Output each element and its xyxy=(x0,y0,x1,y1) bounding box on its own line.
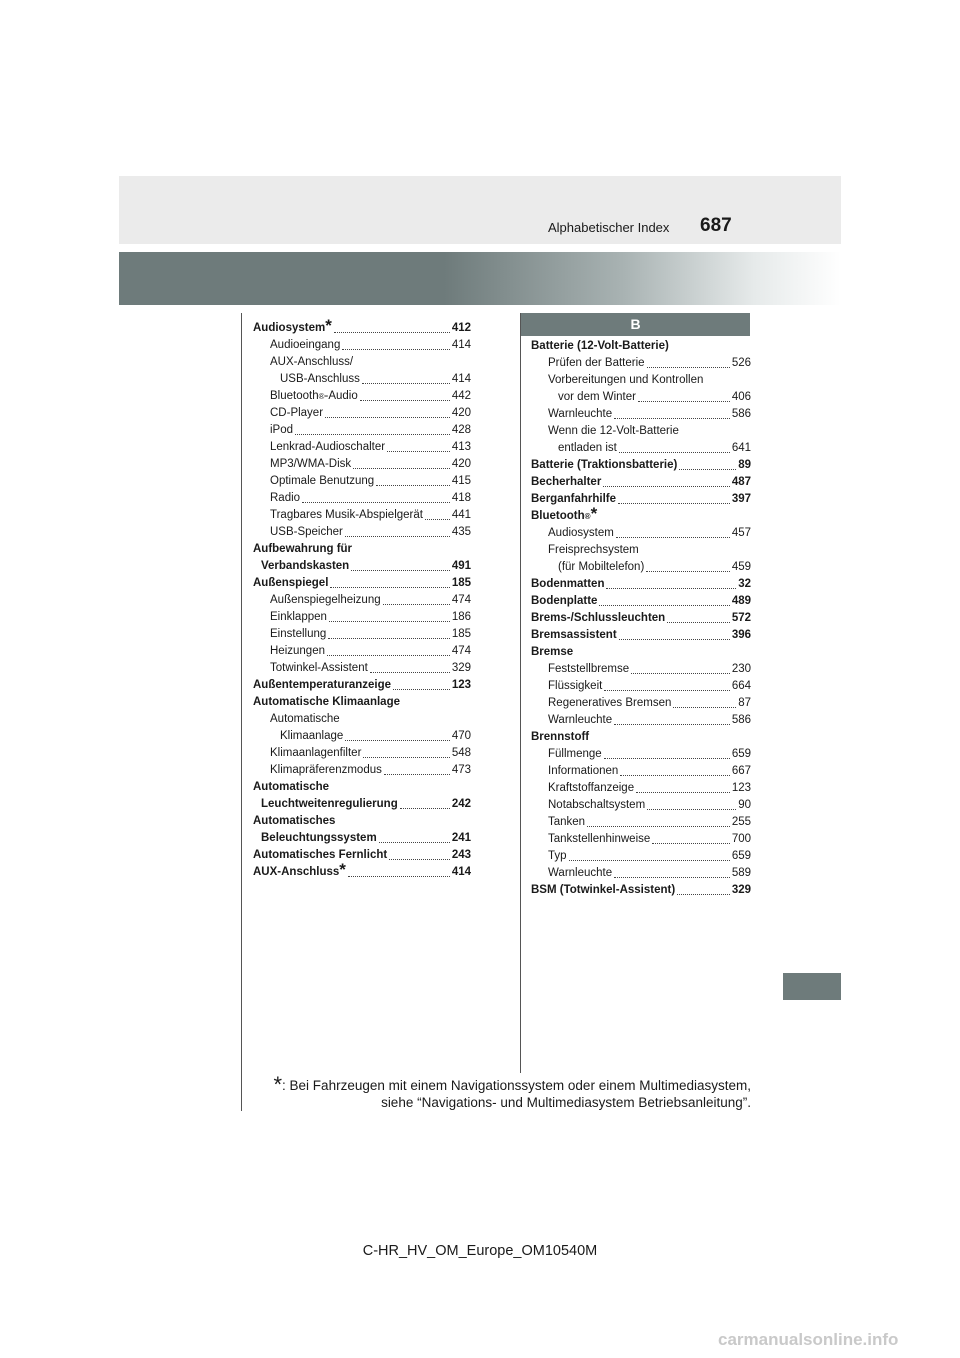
index-term: Bodenplatte xyxy=(531,595,598,607)
index-entry xyxy=(531,780,751,797)
index-term: Außentemperaturanzeige xyxy=(253,679,392,691)
page-ref: 90 xyxy=(738,799,751,811)
page-ref: 185 xyxy=(451,577,471,589)
page-ref: 415 xyxy=(451,475,471,487)
page-ref: 397 xyxy=(731,493,751,505)
index-term: Automatisches Fernlicht xyxy=(253,849,388,861)
page-ref: 123 xyxy=(451,679,471,691)
index-term: Aufbewahrung für xyxy=(253,543,353,555)
leader-dots xyxy=(302,502,450,503)
index-entry xyxy=(253,694,471,711)
leader-dots xyxy=(345,740,450,741)
page-ref: 230 xyxy=(731,663,751,675)
index-entry xyxy=(531,644,751,661)
page-ref: 473 xyxy=(451,764,471,776)
index-term: Audioeingang xyxy=(270,339,341,351)
page-ref: 89 xyxy=(738,459,751,471)
watermark: carmanualsonline.info xyxy=(718,1330,899,1349)
index-entry xyxy=(531,831,751,848)
index-entry xyxy=(253,405,471,422)
index-term: Becherhalter xyxy=(531,476,602,488)
page-ref: 420 xyxy=(451,458,471,470)
index-entry xyxy=(253,745,471,762)
index-term: Brennstoff xyxy=(531,731,590,743)
leader-dots xyxy=(363,757,449,758)
leader-dots xyxy=(400,808,450,809)
leader-dots xyxy=(569,860,730,861)
index-entry xyxy=(253,575,471,592)
page-ref: 667 xyxy=(731,765,751,777)
index-term: Brems-/Schlussleuchten xyxy=(531,612,666,624)
index-term: Tanken xyxy=(548,816,586,828)
leader-dots xyxy=(636,792,730,793)
page-ref: 526 xyxy=(731,357,751,369)
index-term: Warnleuchte xyxy=(548,867,613,879)
index-entry xyxy=(253,490,471,507)
page-ref: 185 xyxy=(451,628,471,640)
index-term: Regeneratives Bremsen xyxy=(548,697,672,709)
leader-dots xyxy=(604,758,730,759)
leader-dots xyxy=(616,537,730,538)
page-ref: 470 xyxy=(451,730,471,742)
page-ref: 186 xyxy=(451,611,471,623)
index-entry xyxy=(253,371,471,388)
page-ref: 474 xyxy=(451,645,471,657)
index-term: (für Mobiltelefon) xyxy=(558,561,645,573)
page-ref: 442 xyxy=(451,390,471,402)
index-entry xyxy=(531,491,751,508)
index-entry xyxy=(531,627,751,644)
page-ref: 414 xyxy=(451,339,471,351)
leader-dots xyxy=(646,571,730,572)
leader-dots xyxy=(679,469,736,470)
leader-dots xyxy=(376,485,450,486)
index-term: Beleuchtungssystem xyxy=(261,832,377,844)
footnote-line-1: *: Bei Fahrzeugen mit einem Navigationssystem oder einem Multimediasystem, xyxy=(273,1072,751,1097)
leader-dots xyxy=(345,536,450,537)
index-term: Batterie (Traktionsbatterie) xyxy=(531,459,678,471)
index-term: Flüssigkeit xyxy=(548,680,603,692)
index-entry xyxy=(253,796,471,813)
index-entry xyxy=(253,677,471,694)
index-entry xyxy=(531,338,751,355)
index-term: Bluetooth xyxy=(270,390,319,402)
page-ref: 406 xyxy=(731,391,751,403)
page-ref: 418 xyxy=(451,492,471,504)
index-term: Kraftstoffanzeige xyxy=(548,782,635,794)
index-entry xyxy=(531,406,751,423)
leader-dots xyxy=(620,775,729,776)
page-ref: 572 xyxy=(731,612,751,624)
index-column-right xyxy=(531,338,751,899)
index-term: Heizungen xyxy=(270,645,325,657)
leader-dots xyxy=(652,843,730,844)
document-id: C-HR_HV_OM_Europe_OM10540M xyxy=(362,1243,598,1259)
index-entry xyxy=(531,661,751,678)
leader-dots xyxy=(647,367,730,368)
page-ref: 586 xyxy=(731,714,751,726)
page-ref: 414 xyxy=(451,866,471,878)
header-banner xyxy=(119,252,841,305)
page-ref: 428 xyxy=(451,424,471,436)
thumb-index-tab xyxy=(783,973,841,1000)
page-ref: 435 xyxy=(451,526,471,538)
leader-dots xyxy=(631,673,730,674)
index-term: Automatische xyxy=(253,781,330,793)
footnote xyxy=(265,1072,751,1111)
index-term: MP3/WMA-Disk xyxy=(270,458,352,470)
leader-dots xyxy=(351,570,450,571)
index-entry xyxy=(253,524,471,541)
index-term: Außenspiegel xyxy=(253,577,329,589)
index-term: Warnleuchte xyxy=(548,408,613,420)
index-term: Informationen xyxy=(548,765,619,777)
index-term: USB-Anschluss xyxy=(280,373,360,385)
page-ref: 700 xyxy=(731,833,751,845)
leader-dots xyxy=(389,859,450,860)
index-entry xyxy=(531,389,751,406)
leader-dots xyxy=(606,588,736,589)
page-ref: 491 xyxy=(451,560,471,572)
leader-dots xyxy=(330,587,449,588)
index-term: Batterie (12-Volt-Batterie) xyxy=(531,340,669,352)
leader-dots xyxy=(384,774,450,775)
page-ref: 586 xyxy=(731,408,751,420)
leader-dots xyxy=(325,417,450,418)
page-ref: 420 xyxy=(451,407,471,419)
index-term: Füllmenge xyxy=(548,748,602,760)
index-term: Lenkrad-Audioschalter xyxy=(270,441,386,453)
page-ref: 489 xyxy=(731,595,751,607)
page-ref: 242 xyxy=(451,798,471,810)
index-entry xyxy=(253,847,471,864)
index-entry xyxy=(531,440,751,457)
index-term: Tankstellenhinweise xyxy=(548,833,651,845)
leader-dots xyxy=(619,452,730,453)
index-term: Wenn die 12-Volt-Batterie xyxy=(548,425,679,437)
index-entry: Bluetooth ® * xyxy=(531,504,598,523)
index-entry xyxy=(253,762,471,779)
page-ref: 487 xyxy=(731,476,751,488)
page-ref: 123 xyxy=(731,782,751,794)
page-ref: 413 xyxy=(451,441,471,453)
index-term: Automatisches xyxy=(253,815,336,827)
index-entry xyxy=(253,456,471,473)
letter-heading-b: B xyxy=(521,313,750,336)
index-entry xyxy=(531,610,751,627)
index-entry xyxy=(253,473,471,490)
index-entry xyxy=(253,592,471,609)
index-term: Leuchtweitenregulierung xyxy=(261,798,398,810)
index-term: Bluetooth xyxy=(531,510,585,522)
index-entry xyxy=(531,576,751,593)
index-entry xyxy=(531,372,751,389)
index-entry xyxy=(531,814,751,831)
index-column-left xyxy=(253,316,471,881)
footnote-line-2: siehe “Navigations- und Multimediasystem Betriebsanleitung”. xyxy=(381,1095,751,1110)
page-ref: 414 xyxy=(451,373,471,385)
leader-dots xyxy=(393,689,450,690)
index-term: Audiosystem xyxy=(253,322,326,334)
page-ref: 659 xyxy=(731,748,751,760)
index-term: vor dem Winter xyxy=(558,391,636,403)
index-entry xyxy=(531,746,751,763)
index-term: Automatische Klimaanlage xyxy=(253,696,400,708)
leader-dots xyxy=(603,486,730,487)
leader-dots xyxy=(348,876,450,877)
index-entry xyxy=(531,593,751,610)
index-term: Prüfen der Batterie xyxy=(548,357,645,369)
page-ref: 241 xyxy=(451,832,471,844)
index-term: Tragbares Musik-Abspielgerät xyxy=(270,509,423,521)
index-entry xyxy=(253,830,471,847)
index-entry xyxy=(531,763,751,780)
leader-dots xyxy=(329,621,450,622)
index-term: Notabschaltsystem xyxy=(548,799,646,811)
index-term: Bremse xyxy=(531,646,574,658)
index-entry xyxy=(253,660,471,677)
leader-dots xyxy=(677,894,730,895)
index-entry xyxy=(253,507,471,524)
leader-dots xyxy=(614,877,730,878)
index-term: Audiosystem xyxy=(548,527,614,539)
leader-dots xyxy=(673,707,736,708)
left-column-rule xyxy=(241,313,242,1111)
index-entry xyxy=(253,337,471,354)
index-term: Radio xyxy=(270,492,301,504)
index-term: AUX-Anschluss/ xyxy=(270,356,354,368)
index-term: BSM (Totwinkel-Assistent) xyxy=(531,884,676,896)
page-ref: 664 xyxy=(731,680,751,692)
index-entry xyxy=(531,457,751,474)
index-term: Feststellbremse xyxy=(548,663,630,675)
index-entry xyxy=(531,355,751,372)
leader-dots xyxy=(604,690,729,691)
leader-dots xyxy=(353,468,450,469)
index-entry xyxy=(531,542,751,559)
index-term: Bodenmatten xyxy=(531,578,605,590)
index-entry xyxy=(531,474,751,491)
header-band xyxy=(119,176,841,244)
leader-dots xyxy=(618,503,730,504)
index-term: entladen ist xyxy=(558,442,617,454)
page-ref: 412 xyxy=(451,322,471,334)
index-entry xyxy=(253,813,471,830)
index-entry xyxy=(253,541,471,558)
page-ref: 441 xyxy=(451,509,471,521)
page-ref: 32 xyxy=(738,578,751,590)
leader-dots xyxy=(425,519,450,520)
index-term: Klimaanlage xyxy=(280,730,344,742)
leader-dots xyxy=(379,842,450,843)
leader-dots xyxy=(587,826,730,827)
index-entry xyxy=(531,695,751,712)
index-entry xyxy=(253,422,471,439)
leader-dots xyxy=(614,418,730,419)
index-entry xyxy=(253,728,471,745)
leader-dots xyxy=(619,639,730,640)
leader-dots xyxy=(387,451,450,452)
index-entry xyxy=(531,865,751,882)
index-term: Vorbereitungen und Kontrollen xyxy=(548,374,704,386)
index-entry xyxy=(531,525,751,542)
index-term: iPod xyxy=(270,424,294,436)
page-ref: 474 xyxy=(451,594,471,606)
index-term: Außenspiegelheizung xyxy=(270,594,381,606)
leader-dots xyxy=(295,434,450,435)
leader-dots xyxy=(334,332,450,333)
page-ref: 548 xyxy=(451,747,471,759)
leader-dots xyxy=(667,622,730,623)
index-term: Automatische xyxy=(270,713,340,725)
index-entry xyxy=(531,729,751,746)
index-term: Freisprechsystem xyxy=(548,544,639,556)
index-term: Einklappen xyxy=(270,611,327,623)
index-term: CD-Player xyxy=(270,407,324,419)
index-entry xyxy=(253,643,471,660)
index-entry xyxy=(253,354,471,371)
page-ref: 87 xyxy=(738,697,751,709)
index-entry: AUX-Anschluss * 414 xyxy=(253,860,471,879)
section-title: Alphabetischer Index xyxy=(548,220,670,235)
index-entry: Bluetooth ® -Audio 442 xyxy=(253,388,471,405)
index-entry xyxy=(531,423,751,440)
page-ref: 255 xyxy=(731,816,751,828)
index-entry xyxy=(531,712,751,729)
page-ref: 459 xyxy=(731,561,751,573)
index-entry xyxy=(531,797,751,814)
index-entry xyxy=(531,882,751,899)
column-divider xyxy=(520,313,521,1073)
index-term: Totwinkel-Assistent xyxy=(270,662,368,674)
index-entry xyxy=(253,779,471,796)
index-entry xyxy=(253,626,471,643)
index-term: Klimapräferenzmodus xyxy=(270,764,382,776)
footnote-marker: * xyxy=(273,1072,283,1097)
page-number: 687 xyxy=(700,215,732,236)
page-ref: 243 xyxy=(451,849,471,861)
index-term: Typ xyxy=(548,850,567,862)
leader-dots xyxy=(383,604,450,605)
leader-dots xyxy=(638,401,730,402)
leader-dots xyxy=(362,383,450,384)
index-term-suffix: -Audio xyxy=(324,390,358,402)
index-term: Berganfahrhilfe xyxy=(531,493,616,505)
index-term: Optimale Benutzung xyxy=(270,475,375,487)
index-term: Einstellung xyxy=(270,628,327,640)
leader-dots xyxy=(614,724,730,725)
index-term: Warnleuchte xyxy=(548,714,613,726)
index-entry xyxy=(253,609,471,626)
page-ref: 659 xyxy=(731,850,751,862)
page-ref: 457 xyxy=(731,527,751,539)
leader-dots xyxy=(342,349,449,350)
index-term: USB-Speicher xyxy=(270,526,343,538)
index-term: Verbandskasten xyxy=(261,560,350,572)
leader-dots xyxy=(328,638,450,639)
index-entry xyxy=(253,558,471,575)
leader-dots xyxy=(599,605,729,606)
index-entry xyxy=(253,711,471,728)
page-ref: 589 xyxy=(731,867,751,879)
index-entry xyxy=(531,848,751,865)
page-ref: 329 xyxy=(451,662,471,674)
index-term: Klimaanlagenfilter xyxy=(270,747,362,759)
leader-dots xyxy=(647,809,736,810)
index-entry xyxy=(531,559,751,576)
index-entry xyxy=(253,439,471,456)
index-entry: Audiosystem * 412 xyxy=(253,316,471,335)
index-term: Bremsassistent xyxy=(531,629,617,641)
leader-dots xyxy=(360,400,450,401)
page-ref: 641 xyxy=(731,442,751,454)
page-ref: 396 xyxy=(731,629,751,641)
page-ref: 329 xyxy=(731,884,751,896)
leader-dots xyxy=(327,655,450,656)
index-term: AUX-Anschluss xyxy=(253,866,340,878)
leader-dots xyxy=(370,672,450,673)
index-entry xyxy=(531,678,751,695)
